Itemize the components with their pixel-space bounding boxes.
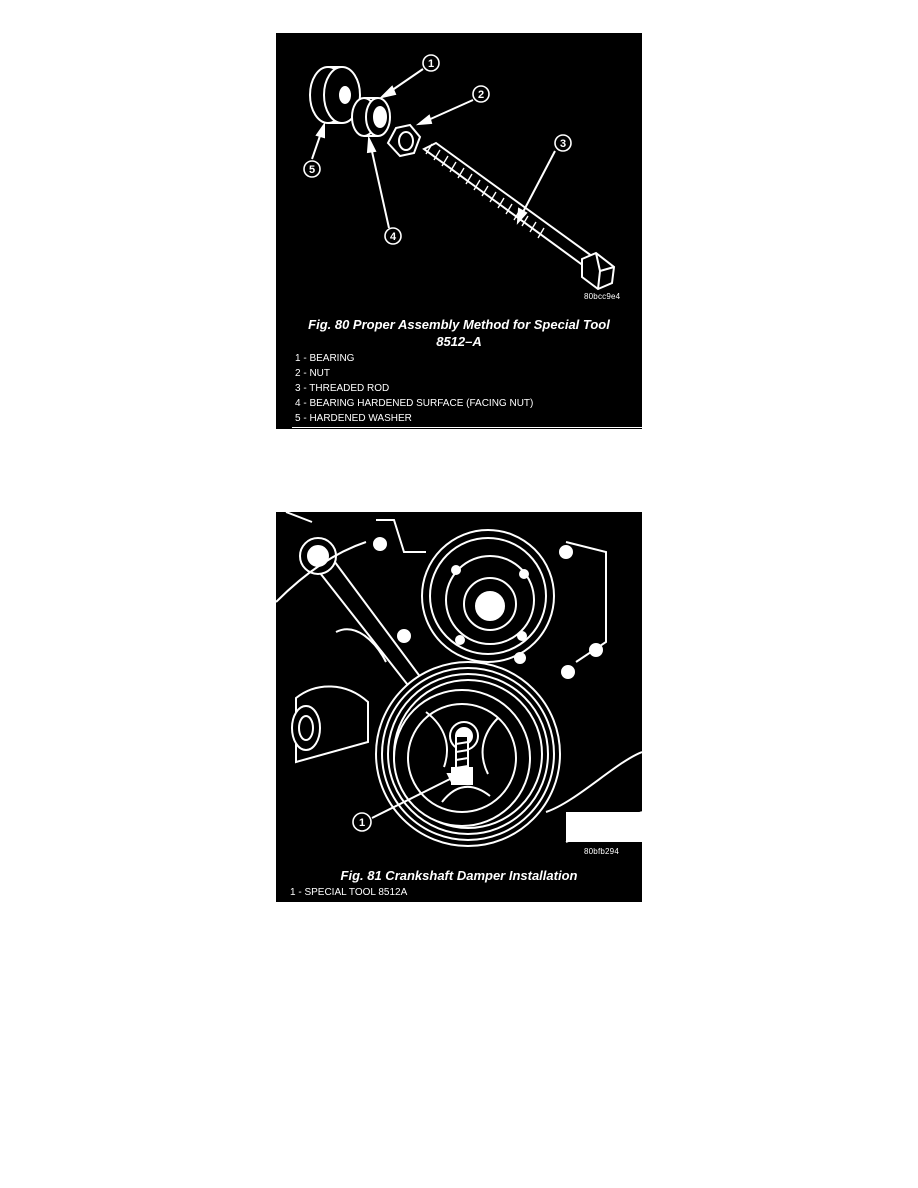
callout-1 [423,55,439,71]
figure-title-line-1: Fig. 80 Proper Assembly Method for Special Tool [308,317,610,332]
svg-text:1: 1 [358,817,366,829]
figure-legend [295,351,533,426]
figure-title: Fig. 81 Crankshaft Damper Installation [340,868,578,883]
svg-text:4: 4 [389,231,397,243]
legend-item: 1 - BEARING [295,353,355,364]
nut-drawing [388,125,420,156]
callout-4 [385,228,401,244]
svg-text:5: 5 [308,164,316,176]
legend-item: 5 - HARDENED WASHER [295,413,412,424]
svg-text:3: 3 [559,138,567,150]
figure-code: 80bfb294 [584,847,619,856]
bearing-drawing [352,98,390,136]
crankshaft-damper-illustration [276,512,642,862]
legend-item: 3 - THREADED ROD [295,383,390,394]
figure-81 [276,512,642,902]
tool-assembly-illustration [276,33,642,333]
callout-2 [473,86,489,102]
figure-title [276,316,642,350]
figure-legend [290,885,407,900]
callout-5 [304,161,320,177]
callout-1 [353,813,371,831]
svg-text:1: 1 [427,58,435,70]
svg-text:2: 2 [477,89,485,101]
upper-pulley-drawing [422,530,554,662]
figure-title-line-2: 8512–A [436,334,482,349]
legend-item: 2 - NUT [295,368,330,379]
legend-item: 4 - BEARING HARDENED SURFACE (FACING NUT) [295,398,534,409]
figure-80 [276,33,642,429]
figure-code: 80bcc9e4 [584,292,621,301]
wrench-drawing [276,512,430,698]
bottom-rule [292,427,642,428]
callout-3 [555,135,571,151]
legend-item: 1 - SPECIAL TOOL 8512A [290,887,408,898]
